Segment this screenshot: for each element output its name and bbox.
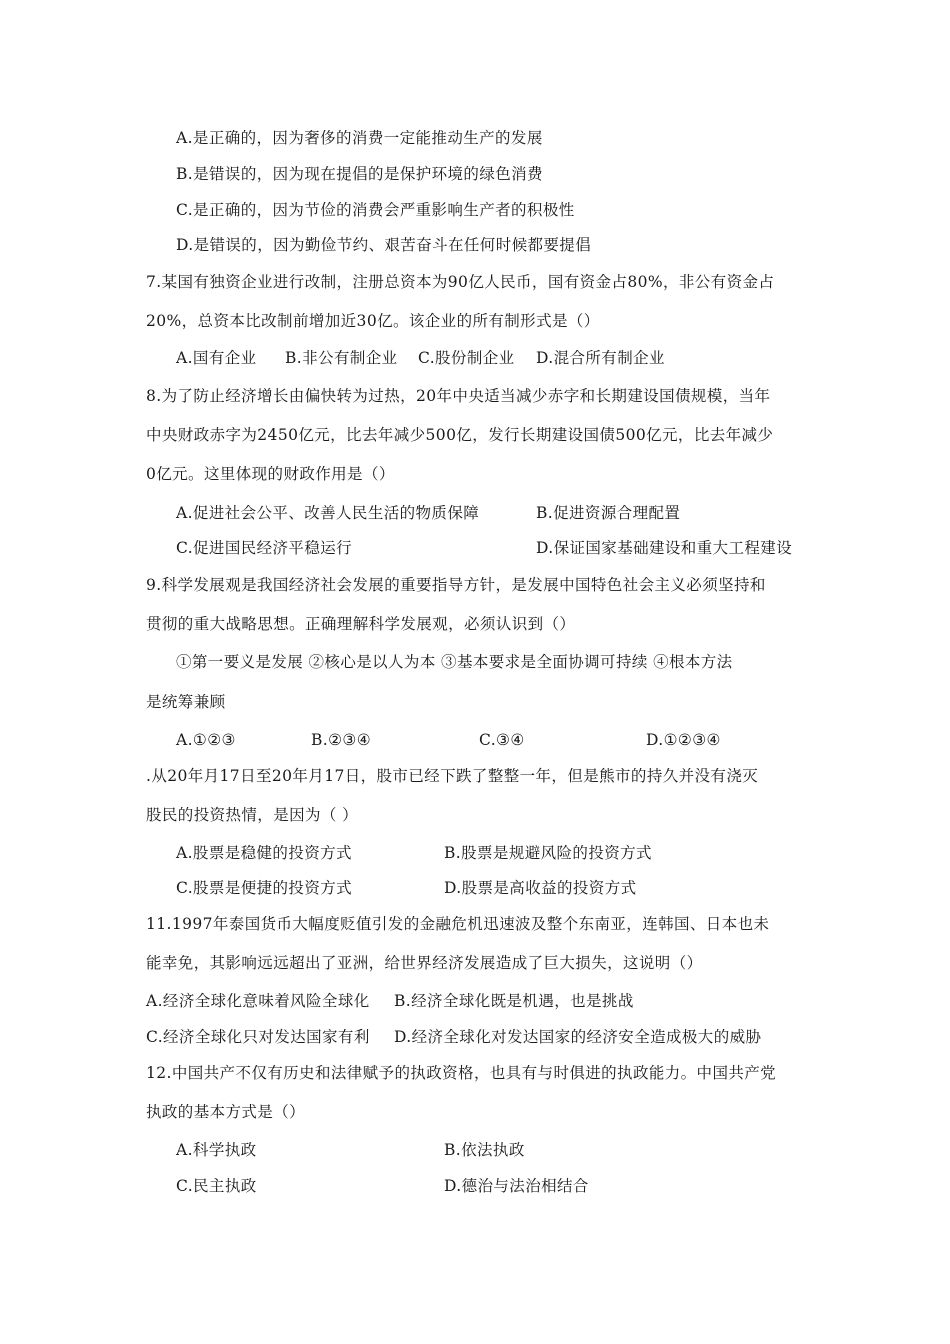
q8-stem-line-2: 中央财政赤字为2450亿元，比去年减少500亿，发行长期建设国债500亿元，比去年减少: [146, 426, 774, 444]
q10-option-d: D.股票是高收益的投资方式: [444, 879, 637, 897]
q10-stem-line-2: 股民的投资热情，是因为（ ）: [146, 806, 359, 824]
q7-stem-line-2: 20%，总资本比改制前增加近30亿。该企业的所有制形式是（）: [146, 312, 600, 330]
q9-stem-line-2: 贯彻的重大战略思想。正确理解科学发展观，必须认识到（）: [146, 615, 576, 633]
q11-stem-line-2: 能幸免，其影响远远超出了亚洲，给世界经济发展造成了巨大损失，这说明（）: [146, 954, 703, 972]
q8-option-d: D.保证国家基础建设和重大工程建设: [536, 539, 793, 557]
q7-option-b: B.非公有制企业: [285, 349, 398, 367]
q8-stem-line-3: 0亿元。这里体现的财政作用是（）: [146, 465, 395, 483]
q9-option-b: B.②③④: [311, 731, 372, 749]
q11-option-a: A.经济全球化意味着风险全球化: [146, 992, 370, 1010]
q7-option-d: D.混合所有制企业: [536, 349, 665, 367]
q12-option-b: B.依法执政: [444, 1141, 525, 1159]
q6-option-c: C.是正确的，因为节俭的消费会严重影响生产者的积极性: [176, 201, 575, 219]
q6-option-d: D.是错误的，因为勤俭节约、艰苦奋斗在任何时候都要提倡: [176, 236, 592, 254]
q11-stem-line-1: 11.1997年泰国货币大幅度贬值引发的金融危机迅速波及整个东南亚，连韩国、日本也未: [146, 915, 770, 933]
q9-items-line-2: 是统筹兼顾: [146, 693, 226, 711]
q9-option-c: C.③④: [479, 731, 525, 749]
q10-option-c: C.股票是便捷的投资方式: [176, 879, 353, 897]
q9-option-d: D.①②③④: [646, 731, 721, 749]
q8-option-b: B.促进资源合理配置: [536, 504, 681, 522]
q7-stem-line-1: 7.某国有独资企业进行改制，注册总资本为90亿人民币，国有资金占80%，非公有资金占: [146, 273, 775, 291]
q9-option-a: A.①②③: [176, 731, 236, 749]
q9-items-line-1: ①第一要义是发展 ②核心是以人为本 ③基本要求是全面协调可持续 ④根本方法: [176, 653, 733, 671]
q10-option-b: B.股票是规避风险的投资方式: [444, 844, 652, 862]
q6-option-b: B.是错误的，因为现在提倡的是保护环境的绿色消费: [176, 165, 543, 183]
q6-option-a: A.是正确的，因为奢侈的消费一定能推动生产的发展: [176, 129, 543, 147]
q12-stem-line-2: 执政的基本方式是（）: [146, 1103, 306, 1121]
q7-option-c: C.股份制企业: [418, 349, 515, 367]
q8-option-c: C.促进国民经济平稳运行: [176, 539, 353, 557]
q9-stem-line-1: 9.科学发展观是我国经济社会发展的重要指导方针，是发展中国特色社会主义必须坚持和: [146, 576, 766, 594]
q12-option-d: D.德治与法治相结合: [444, 1177, 589, 1195]
q12-option-a: A.科学执政: [176, 1141, 257, 1159]
q11-option-b: B.经济全球化既是机遇，也是挑战: [394, 992, 634, 1010]
q10-option-a: A.股票是稳健的投资方式: [176, 844, 352, 862]
q11-option-c: C.经济全球化只对发达国家有利: [146, 1028, 370, 1046]
q12-option-c: C.民主执政: [176, 1177, 257, 1195]
q8-stem-line-1: 8.为了防止经济增长由偏快转为过热，20年中央适当减少赤字和长期建设国债规模，当年: [146, 387, 771, 405]
q12-stem-line-1: 12.中国共产不仅有历史和法律赋予的执政资格，也具有与时俱进的执政能力。中国共产党: [146, 1064, 777, 1082]
q8-option-a: A.促进社会公平、改善人民生活的物质保障: [176, 504, 480, 522]
q11-option-d: D.经济全球化对发达国家的经济安全造成极大的威胁: [394, 1028, 762, 1046]
q7-option-a: A.国有企业: [176, 349, 257, 367]
q10-stem-line-1: .从20年月17日至20年月17日，股市已经下跌了整整一年，但是熊市的持久并没有浇灭: [146, 767, 759, 785]
